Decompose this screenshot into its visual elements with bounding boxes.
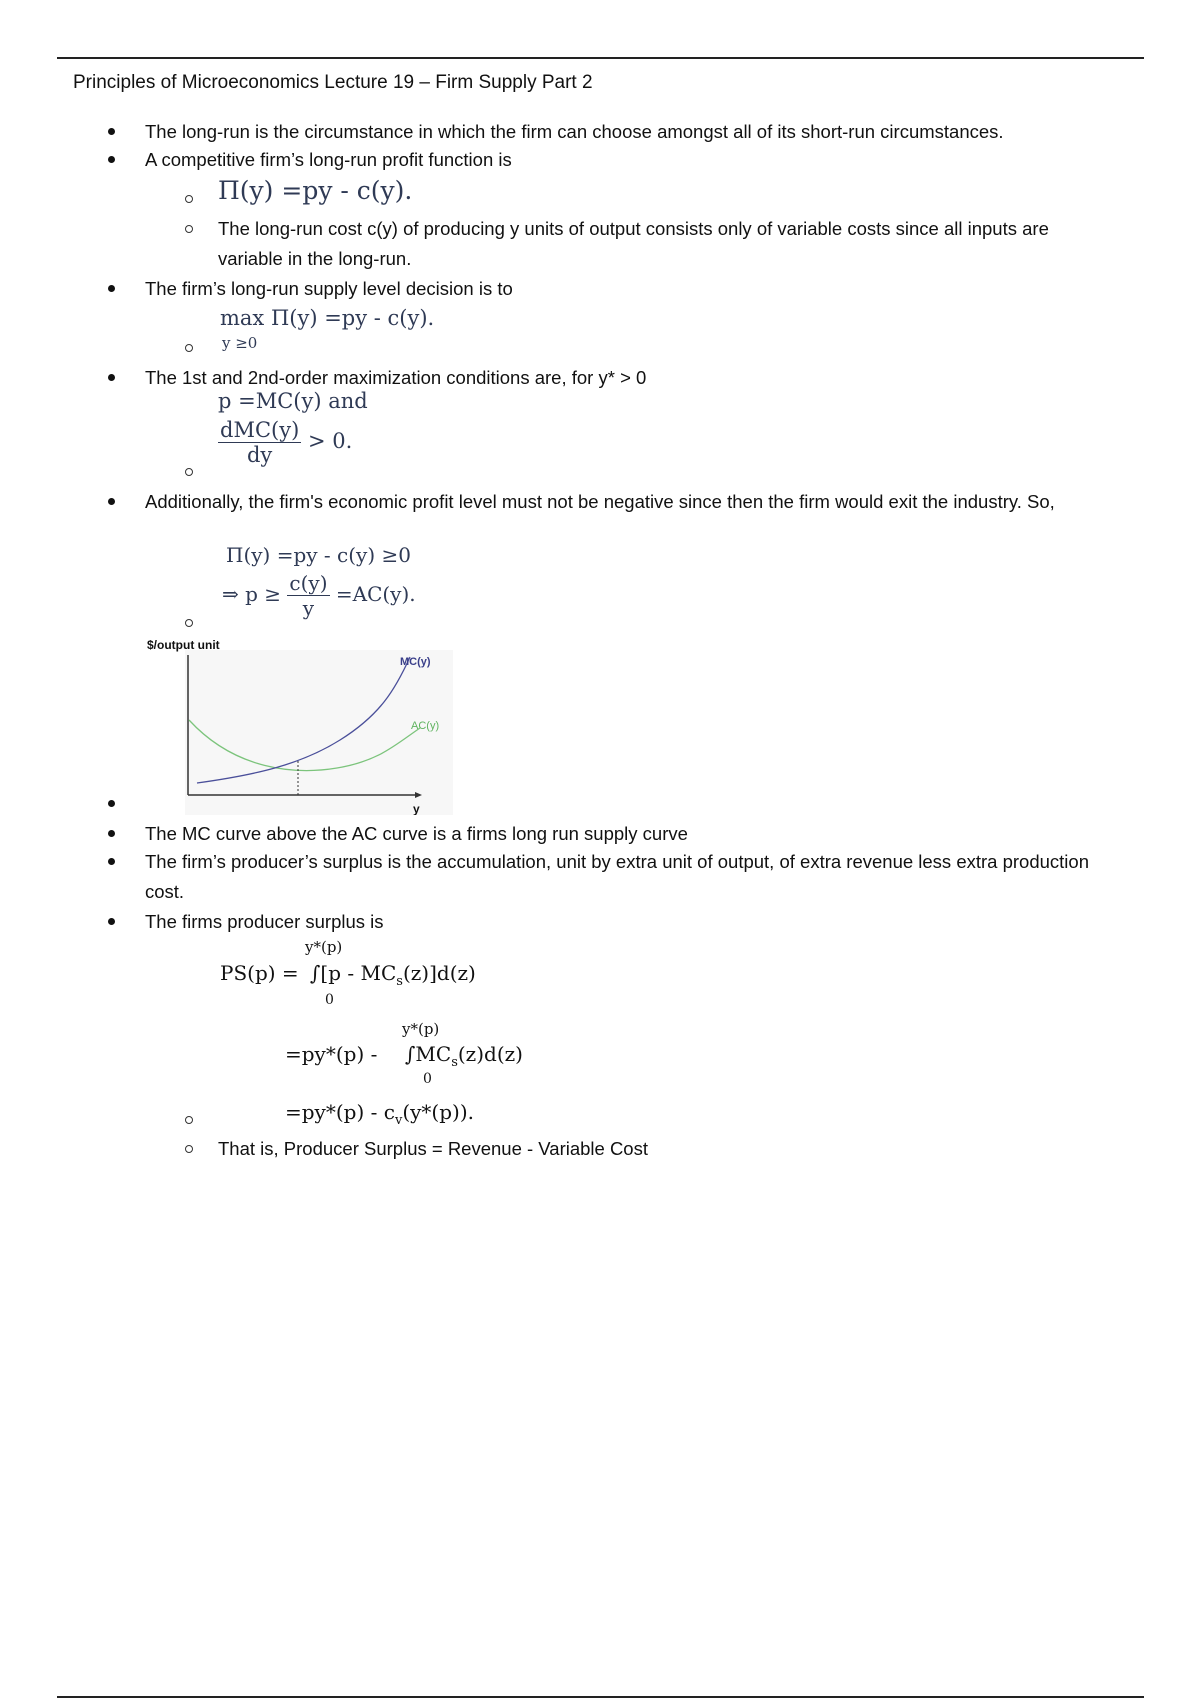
bullet-dot (108, 128, 115, 135)
bullet-longrun: The long-run is the circumstance in which the firm can choose amongst all of its short-run circumstances. (145, 121, 1004, 142)
top-rule (57, 57, 1144, 59)
subscript-s: s (396, 974, 403, 989)
fraction-denominator: y (302, 596, 315, 620)
fraction-numerator: dMC(y) (220, 418, 300, 442)
max-equation: max Π(y) =py - c(y). (220, 306, 435, 330)
ps-line-2: =py*(p) - (285, 1042, 378, 1066)
sub-bullet-circle (185, 619, 193, 627)
bullet-dot (108, 374, 115, 381)
ps-line-3-pre: =py*(p) - c (285, 1100, 395, 1124)
sub-bullet-ps-summary: That is, Producer Surplus = Revenue - Variable Cost (218, 1138, 648, 1159)
bullet-nonnegative-profit: Additionally, the firm's economic profit level must not be negative since then the firm would exit the industry. So, (145, 491, 1055, 512)
cost-curves-chart (145, 635, 455, 815)
ps-lower-limit: 0 (325, 992, 334, 1008)
ps-integral-2 (405, 1042, 523, 1070)
x-axis-label: y (413, 802, 420, 815)
integrand-tail: (z)d(z) (457, 1042, 523, 1066)
ps-upper-limit-2: y*(p) (402, 1020, 440, 1038)
ps-integral-1 (310, 961, 476, 989)
bottom-rule (57, 1696, 1144, 1698)
ps-lhs: PS(p) = (220, 961, 299, 985)
first-order-condition: p =MC(y) and (218, 389, 368, 413)
price-condition (222, 571, 416, 620)
second-order-condition (218, 418, 352, 467)
bullet-supply-curve: The MC curve above the AC curve is a firms long run supply curve (145, 823, 688, 844)
integrand: ∫MC (405, 1042, 452, 1066)
bullet-supply-decision: The firm’s long-run supply level decision is to (145, 278, 513, 299)
bullet-dot (108, 156, 115, 163)
sub-bullet-cost: The long-run cost c(y) of producing y units of output consists only of variable costs since all inputs are variable in the long-run. (218, 218, 1049, 269)
sub-bullet-circle (185, 1145, 193, 1153)
bullet-producer-surplus-def: The firm’s producer’s surplus is the accumulation, unit by extra unit of output, of extra revenue less extra production cost. (145, 851, 1089, 902)
integrand: ∫[p - MC (310, 961, 397, 985)
bullet-producer-surplus: The firms producer surplus is (145, 911, 384, 932)
fraction (287, 571, 329, 620)
profit-nonnegative: Π(y) =py - c(y) ≥0 (226, 543, 411, 567)
max-constraint: y ≥0 (222, 334, 258, 352)
sub-bullet-circle (185, 195, 193, 203)
fraction-denominator: dy (246, 443, 273, 467)
integrand-tail: (z)]d(z) (402, 961, 476, 985)
y-axis-label: $/output unit (147, 638, 220, 652)
sub-bullet-circle (185, 225, 193, 233)
bullet-dot (108, 918, 115, 925)
ps-line-3-tail: (y*(p)). (402, 1100, 474, 1124)
fraction (218, 418, 301, 467)
ps-line-3 (285, 1100, 474, 1128)
bullet-profit-function: A competitive firm’s long-run profit function is (145, 149, 512, 170)
implies-price: ⇒ p ≥ (222, 582, 282, 606)
subscript-s: s (451, 1055, 458, 1070)
ps-upper-limit: y*(p) (305, 938, 343, 956)
bullet-dot (108, 830, 115, 837)
sub-bullet-circle (185, 344, 193, 352)
bullet-dot (108, 858, 115, 865)
average-cost: =AC(y). (335, 582, 416, 606)
mc-legend-label: MC(y) (400, 656, 431, 668)
profit-equation: Π(y) =py - c(y). (218, 176, 413, 205)
ps-lower-limit-2: 0 (423, 1071, 432, 1087)
subscript-v: v (394, 1113, 403, 1128)
bullet-dot (108, 800, 115, 807)
bullet-dot (108, 498, 115, 505)
bullet-dot (108, 285, 115, 292)
ac-legend-label: AC(y) (411, 720, 440, 732)
page-title: Principles of Microeconomics Lecture 19 – Firm Supply Part 2 (73, 72, 593, 93)
sub-bullet-circle (185, 1116, 193, 1124)
fraction-numerator: c(y) (289, 571, 328, 595)
bullet-conditions: The 1st and 2nd-order maximization conditions are, for y* > 0 (145, 367, 647, 388)
inequality: > 0. (307, 429, 353, 453)
sub-bullet-circle (185, 468, 193, 476)
